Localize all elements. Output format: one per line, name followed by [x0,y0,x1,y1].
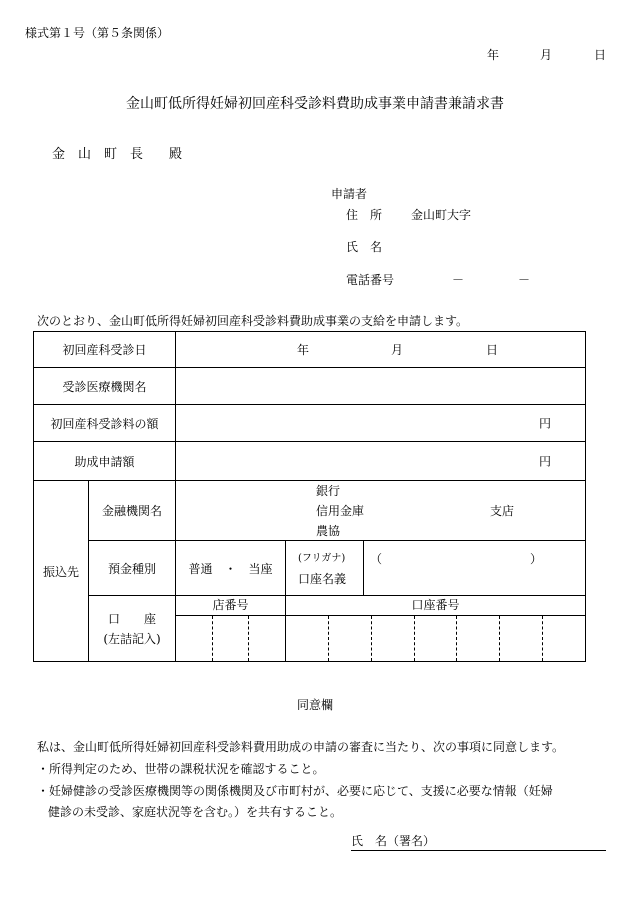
visit-date-label: 初回産科受診日 [34,332,176,368]
furigana-label: (フリガナ) [298,553,346,564]
amount-label: 助成申請額 [34,442,176,481]
deposit-type-field[interactable]: 普通 ・ 当座 [176,541,286,596]
account-number-boxes[interactable] [286,616,585,661]
branch-number-label: 店番号 [176,596,285,616]
account-digit-box[interactable] [499,616,542,661]
transfer-label: 振込先 [34,481,89,662]
fee-label: 初回産科受診料の額 [34,405,176,442]
branch-digit-box[interactable] [212,616,249,661]
paren-open: （ [370,552,383,566]
account-label-cell [89,596,176,662]
fee-row [34,405,586,442]
applicant-heading: 申請者 [331,187,368,201]
account-digit-box[interactable] [328,616,371,661]
amount-unit: 円 [539,454,552,469]
consent-title: 同意欄 [296,698,333,712]
clinic-field[interactable] [176,368,586,405]
document-title: 金山町低所得妊婦初回産科受診料費助成事業申請書兼請求書 [126,96,504,112]
bank-row [34,481,586,541]
visit-year-label: 年 [297,343,310,357]
amount-row [34,442,586,481]
application-table [33,331,586,662]
clinic-row [34,368,586,405]
signature-line[interactable] [351,850,606,851]
branch-digit-box[interactable] [176,616,212,661]
paren-close: ） [530,552,543,566]
deposit-type-label: 預金種別 [89,541,176,596]
account-row [34,596,586,662]
phone-label: 電話番号 [346,273,395,287]
holder-field[interactable] [364,541,586,596]
account-number-cell [286,596,586,662]
address-field[interactable]: 金山町大字 [411,208,472,222]
name-label: 氏 名 [346,240,383,254]
clinic-label: 受診医療機関名 [34,368,176,405]
date-year-label: 年 [487,48,500,62]
consent-intro: 私は、金山町低所得妊婦初回産科受診料費用助成の申請の審査に当たり、次の事項に同意します。 [37,740,565,754]
visit-date-field[interactable] [176,332,586,368]
account-label: 口 座 [108,611,157,626]
bank-option-noukyou: 農協 [316,524,341,538]
phone-dash-1: － [452,273,465,287]
visit-date-row [34,332,586,368]
date-day-label: 日 [594,48,607,62]
amount-field[interactable] [176,442,586,481]
branch-suffix: 支店 [490,504,515,518]
account-digit-box[interactable] [371,616,414,661]
consent-item-1: ・所得判定のため、世帯の課税状況を確認すること。 [37,762,325,776]
branch-number-boxes[interactable] [176,616,285,661]
account-digit-box[interactable] [414,616,457,661]
bank-option-bank: 銀行 [316,484,341,498]
visit-day-label: 日 [486,343,499,357]
form-number: 様式第１号（第５条関係） [25,26,170,40]
signature-label: 氏 名（署名） [351,834,436,848]
visit-month-label: 月 [391,343,404,357]
phone-dash-2: － [518,273,531,287]
account-digit-box[interactable] [542,616,585,661]
fee-field[interactable] [176,405,586,442]
branch-digit-box[interactable] [248,616,285,661]
addressee: 金 山 町 長 殿 [52,147,183,162]
account-digit-box[interactable] [286,616,328,661]
account-label-note: (左詰記入) [103,631,161,646]
holder-label: 口座名義 [298,572,347,586]
account-number-label: 口座番号 [286,596,585,616]
consent-item-2-line-1: ・妊婦健診の受診医療機関等の関係機関及び市町村が、必要に応じて、支援に必要な情報（妊婦 [37,784,553,798]
bank-field[interactable] [176,481,586,541]
deposit-row [34,541,586,596]
intro-text: 次のとおり、金山町低所得妊婦初回産科受診料費助成事業の支給を申請します。 [37,314,469,328]
bank-label: 金融機関名 [89,481,176,541]
branch-number-cell [176,596,286,662]
date-month-label: 月 [540,48,553,62]
address-label: 住 所 [346,208,383,222]
account-digit-box[interactable] [456,616,499,661]
consent-item-2-line-2: 健診の未受診、家庭状況等を含む。）を共有すること。 [48,805,343,819]
holder-label-cell [286,541,364,596]
fee-unit: 円 [539,416,552,431]
bank-option-shinkin: 信用金庫 [316,504,365,518]
